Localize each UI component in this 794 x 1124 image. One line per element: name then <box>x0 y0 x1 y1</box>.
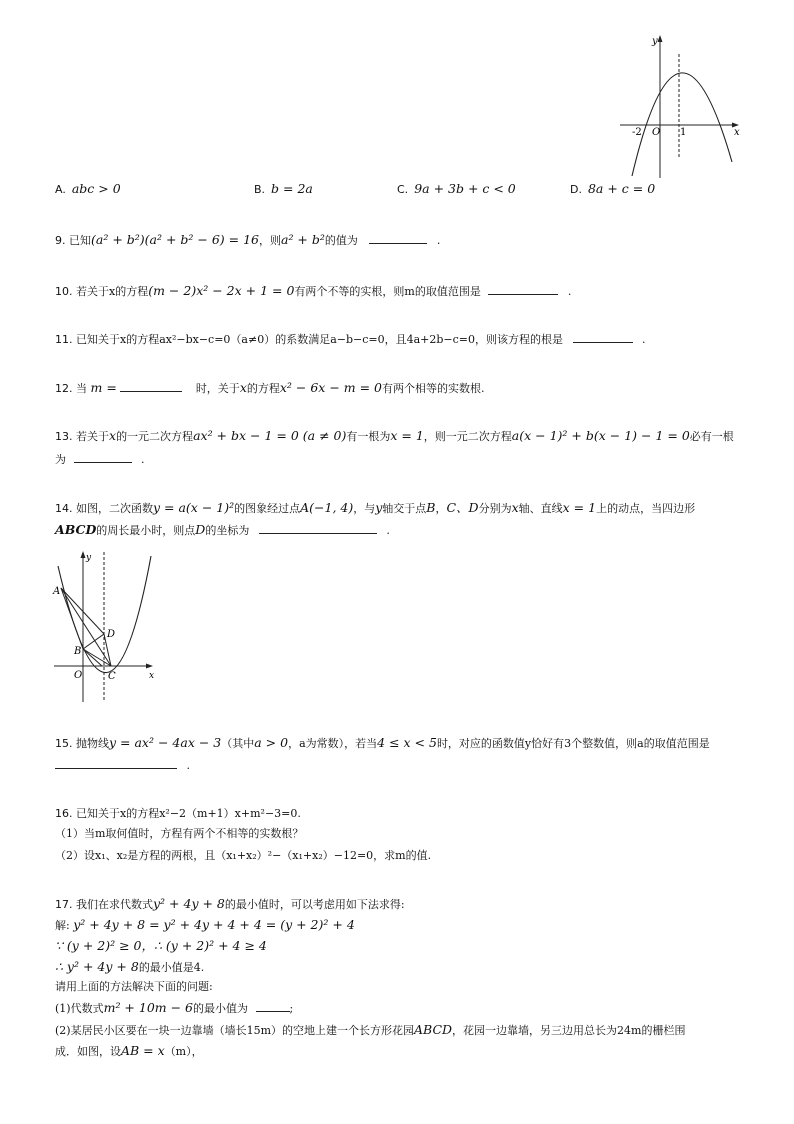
math-expr: x = 1 <box>390 428 424 443</box>
question-17-solution-3 <box>55 959 204 976</box>
math-expr: AB = x <box>121 1043 165 1058</box>
math-expr: y = a(x − 1)² <box>153 500 235 515</box>
origin-label: O <box>652 127 661 138</box>
tick-label-1: 1 <box>680 127 687 138</box>
math-expr: x = 1 <box>562 500 597 515</box>
question-15 <box>55 735 710 752</box>
option-label: C. <box>397 183 409 196</box>
point-d-label: D <box>107 629 116 640</box>
question-end: . <box>186 759 190 772</box>
question-text: 必有一根 <box>689 430 734 443</box>
question-text: 的一元二次方程 <box>116 430 194 443</box>
point-a-label: A <box>53 586 61 597</box>
question-number: 15. <box>55 737 73 750</box>
answer-blank[interactable] <box>55 757 177 769</box>
question-14-line-2 <box>55 522 390 539</box>
question-text: （2）设x₁、x₂是方程的两根，且（x₁+x₂）²−（x₁+x₂）−12=0，求m的值. <box>55 849 432 862</box>
math-expr: m = <box>90 380 117 395</box>
question-text: 若关于 <box>76 430 109 443</box>
option-d[interactable] <box>570 181 655 196</box>
question-number: 12. <box>55 382 73 395</box>
math-expr: a² + b² <box>281 232 325 247</box>
question-text: 有两个不等的实根，则m的取值范围是 <box>294 285 481 298</box>
math-expr: x² − 6x − m = 0 <box>279 380 383 395</box>
question-text: 我们在求代数式 <box>76 898 153 911</box>
option-expr: b = 2a <box>271 181 313 196</box>
answer-blank[interactable] <box>488 283 558 295</box>
math-expr: y² + 4y + 8 <box>153 896 225 911</box>
question-end: . <box>141 453 145 466</box>
question-text: （m）， <box>164 1045 203 1058</box>
question-number: 13. <box>55 430 73 443</box>
answer-blank[interactable] <box>573 331 633 343</box>
question-end: . <box>386 524 390 537</box>
question-11 <box>55 331 646 348</box>
question-number: 10. <box>55 285 73 298</box>
answer-blank[interactable] <box>120 380 182 392</box>
question-text: ，花园一边靠墙，另三边用总长为24m的栅栏围 <box>452 1024 686 1037</box>
y-axis-label: y <box>86 553 92 563</box>
option-b[interactable] <box>254 181 313 196</box>
option-expr: 8a + c = 0 <box>587 181 656 196</box>
question-text: ，与 <box>353 502 376 515</box>
question-text: ，a为常数），若当 <box>288 737 378 750</box>
math-expr: ABCD <box>414 1022 453 1037</box>
math-expr: A(−1, 4) <box>300 500 354 515</box>
question-text: ，则 <box>259 234 281 247</box>
question-text: 已知关于x的方程ax²−bx−c=0（a≠0）的系数满足a−b−c=0，且4a+2b−c=0，则该方程的根是 <box>76 333 564 346</box>
math-var: D <box>195 522 206 537</box>
tick-label-neg2: -2 <box>632 127 642 138</box>
math-expr: y = ax² − 4ax − 3 <box>109 735 222 750</box>
math-var: x <box>239 380 247 395</box>
math-expr: (a² + b²)(a² + b² − 6) = 16 <box>91 232 259 247</box>
question-14 <box>55 500 695 517</box>
question-end: . <box>567 285 572 298</box>
question-text: 有两个相等的实数根. <box>382 382 485 395</box>
question-text: 的最小值是4. <box>138 961 205 974</box>
math-expr: ∵ (y + 2)² ≥ 0，∴ (y + 2)² + 4 ≥ 4 <box>55 938 267 953</box>
question-text: 已知 <box>69 234 91 247</box>
math-expr: a > 0 <box>254 735 289 750</box>
question-text: 抛物线 <box>76 737 109 750</box>
question-17-solution-2 <box>55 938 267 955</box>
question-text: 的最小值为 <box>193 1002 249 1015</box>
question-number: 16. <box>55 807 73 820</box>
question-number: 9. <box>55 234 66 247</box>
question-text: 的最小值时，可以考虑用如下法求得: <box>224 898 405 911</box>
question-text: (2)某居民小区要在一块一边靠墙（墙长15m）的空地上建一个长方形花园 <box>55 1024 415 1037</box>
math-expr: ABCD <box>55 522 97 537</box>
question-end: . <box>436 234 441 247</box>
answer-blank[interactable] <box>74 451 132 463</box>
question-end: . <box>642 333 646 346</box>
question-end: ; <box>289 1002 294 1015</box>
option-c[interactable] <box>397 181 516 196</box>
question-text: 请用上面的方法解决下面的问题: <box>55 980 213 993</box>
question-17-part-2-line-2 <box>55 1043 203 1060</box>
question-text: （1）当m取何值时，方程有两个不相等的实数根？ <box>55 827 304 840</box>
option-expr: abc > 0 <box>71 181 121 196</box>
math-var: y <box>375 500 383 515</box>
question-9 <box>55 232 440 249</box>
x-axis-label: x <box>734 127 740 138</box>
question-17-solution-1 <box>55 917 355 934</box>
question-number: 17. <box>55 898 73 911</box>
question-text: 有一根为 <box>346 430 391 443</box>
question-13 <box>55 428 734 445</box>
question-text: （其中 <box>221 737 255 750</box>
question-17 <box>55 896 405 913</box>
question-text: 时，对应的函数值y恰好有3个整数值，则a的取值范围是 <box>436 737 710 750</box>
question-text: 若关于x的方程 <box>76 285 149 298</box>
question-text: 轴、直线 <box>518 502 563 515</box>
answer-blank[interactable] <box>369 232 427 244</box>
question-text: 轴交于点 <box>382 502 427 515</box>
question-text: ， <box>435 502 447 515</box>
question-12 <box>55 380 485 397</box>
question-text: 解: <box>55 919 70 932</box>
segment-bc <box>83 649 111 666</box>
option-label: A. <box>55 183 66 196</box>
question-text: 的方程 <box>246 382 280 395</box>
question-17-part-2 <box>55 1022 685 1039</box>
question-text: 当 <box>76 382 87 395</box>
question-text: ，则一元二次方程 <box>423 430 512 443</box>
math-expr: ax² + bx − 1 = 0 (a ≠ 0) <box>193 428 347 443</box>
question-text: 的值为 <box>324 234 358 247</box>
question-text: 时，关于 <box>195 382 240 395</box>
question-15-line-2 <box>55 757 190 774</box>
question-text: 的图象经过点 <box>234 502 301 515</box>
question-10 <box>55 283 571 300</box>
question-text: 的坐标为 <box>205 524 250 537</box>
y-axis-arrow <box>81 551 86 558</box>
question-16-part-1 <box>55 826 303 842</box>
question-text: 分别为 <box>478 502 512 515</box>
option-label: B. <box>254 183 266 196</box>
answer-blank[interactable] <box>259 522 377 534</box>
question-text: 如图，二次函数 <box>76 502 153 515</box>
math-var: B <box>426 500 436 515</box>
parabola-curve <box>632 73 732 176</box>
question-text: (1)代数式 <box>55 1002 104 1015</box>
y-axis-label: y <box>652 36 658 47</box>
point-b-label: B <box>74 646 82 657</box>
math-expr: 4 ≤ x < 5 <box>377 735 437 750</box>
parabola-graph-2 <box>50 548 162 704</box>
question-text: 已知关于x的方程x²−2（m+1）x+m²−3=0. <box>76 807 301 820</box>
option-label: D. <box>570 183 582 196</box>
answer-blank[interactable] <box>256 1000 290 1012</box>
question-text: 为 <box>55 453 66 466</box>
math-var: C、D <box>446 500 479 515</box>
question-number: 11. <box>55 333 73 346</box>
question-16 <box>55 806 301 822</box>
segment-bd <box>83 634 104 649</box>
math-expr: y² + 4y + 8 = y² + 4y + 4 + 4 = (y + 2)² + 4 <box>73 917 355 932</box>
point-c-label: C <box>108 671 116 682</box>
x-axis-arrow <box>146 664 153 669</box>
math-expr: ∴ y² + 4y + 8 <box>55 959 139 974</box>
question-text: 上的动点，当四边形 <box>596 502 696 515</box>
question-number: 14. <box>55 502 73 515</box>
math-expr: (m − 2)x² − 2x + 1 = 0 <box>148 283 295 298</box>
x-axis-label: x <box>149 671 155 681</box>
question-13-line-2 <box>55 451 145 468</box>
option-a[interactable] <box>55 181 121 196</box>
segment-ab <box>61 588 83 649</box>
parabola-graph-1 <box>618 32 746 180</box>
question-text: 的周长最小时，则点 <box>96 524 196 537</box>
question-17-part-1 <box>55 1000 293 1017</box>
math-var: x <box>511 500 519 515</box>
y-axis-arrow <box>658 35 663 42</box>
question-text: 成．如图，设 <box>55 1045 121 1058</box>
question-17-instruction <box>55 979 213 995</box>
origin-label: O <box>74 670 83 681</box>
math-var: x <box>109 428 117 443</box>
math-expr: a(x − 1)² + b(x − 1) − 1 = 0 <box>511 428 690 443</box>
math-expr: m² + 10m − 6 <box>103 1000 194 1015</box>
question-16-part-2 <box>55 848 431 864</box>
option-expr: 9a + 3b + c < 0 <box>414 181 516 196</box>
